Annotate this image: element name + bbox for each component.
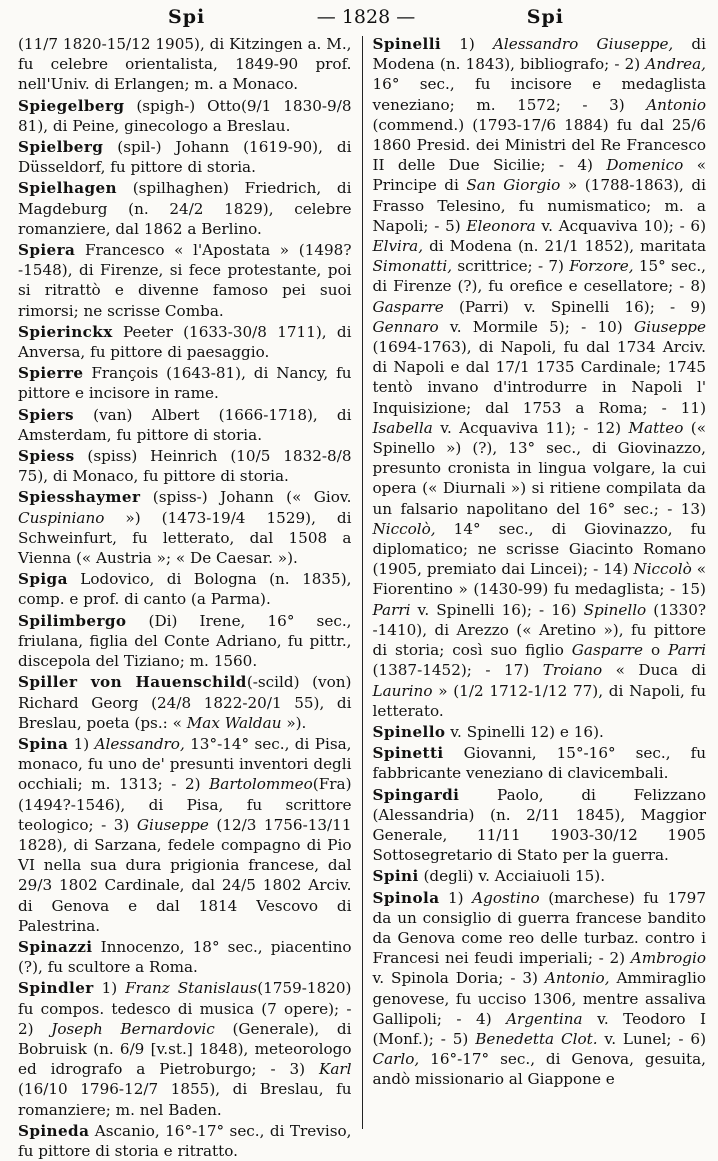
dictionary-entry — [18, 446, 352, 486]
header-right-headword: Spi — [526, 6, 564, 28]
entry-italic-text: Max Waldau — [186, 713, 282, 732]
entry-text: ») (1473-19/4 1529), di Schweinfurt, fu letterato, dal 1508 a Vienna (« Austria »; « De Caesar. »). — [18, 508, 352, 568]
entry-text: (16/10 1796-12/7 1855), di Breslau, fu romanziere; m. nel Baden. — [18, 1080, 352, 1119]
dictionary-entry — [373, 888, 707, 1090]
entry-text: (1694-1763), di Napoli, fu dal 1734 Arciv. di Napoli e dal 17/1 1735 Cardinale; 1745 tentò invano d'introdurre in Napoli l' Inquisizione; dal 1753 a Roma; - 11) — [372, 338, 706, 417]
entry-text: (Di) Irene, 16° sec., friulana, figlia del Conte Adriano, fu pittr., discepola del Tiziano; m. 1560. — [18, 611, 352, 671]
entry-text: 14° sec., di Giovinazzo, fu diplomatico; ne scrisse Giacinto Romano (1905, premiato dai Lincei); - 14) — [372, 519, 706, 579]
entry-headword: Spiegelberg — [18, 96, 125, 115]
entry-text: Giovanni, 15°-16° sec., fu fabbricante veneziano di clavicembali. — [372, 744, 706, 783]
dictionary-entry — [18, 240, 352, 321]
entry-italic-text: Antonio — [646, 95, 706, 114]
entry-text: 1) — [441, 35, 493, 53]
entry-text: 15° sec., di Firenze (?), fu orefice e cesellatore; - 8) — [372, 257, 706, 296]
text-columns — [18, 34, 707, 1160]
left-column — [18, 34, 362, 1160]
dictionary-entry — [18, 1121, 352, 1161]
entry-text: (spiss-) Johann (« Giov. — [140, 488, 352, 507]
entry-italic-text: Andrea, — [645, 55, 706, 74]
entry-headword: Spierinckx — [18, 322, 113, 341]
entry-text: o — [643, 641, 669, 660]
entry-text: « Principe di — [372, 156, 706, 195]
entry-text: 13°-14° sec., di Pisa, monaco, fu uno de' presunti inventori degli occhiali; m. 1313; - 2) — [18, 734, 352, 794]
entry-italic-text: Cuspiniano — [18, 508, 105, 527]
entry-text: v. Teodoro I (Monf.); - 5) — [372, 1009, 706, 1048]
entry-italic-text: Elvira, — [372, 237, 424, 256]
entry-italic-text: Laurino — [372, 681, 433, 700]
dictionary-entry — [373, 866, 707, 886]
entry-italic-text: Matteo — [628, 418, 684, 437]
entry-text: v. Acquaviva 11); - 12) — [432, 418, 629, 437]
entry-headword: Spinola — [372, 888, 440, 907]
entry-text: (1759-1820) fu compos. tedesco di musica (7 opere); - 2) — [18, 979, 352, 1038]
dictionary-entry — [18, 611, 352, 672]
entry-text: Paolo, di Felizzano (Alessandria) (n. 2/11 1845), Maggior Generale, 11/11 1903-30/12 1905 Sottosegretario di Stato per la guerra. — [372, 785, 706, 865]
entry-italic-text: Franz Stanislaus — [125, 979, 258, 998]
dictionary-entry — [18, 96, 352, 136]
entry-italic-text: Isabella — [372, 418, 433, 437]
entry-italic-text: Giuseppe — [634, 317, 706, 336]
dictionary-entry — [18, 34, 352, 95]
entry-italic-text: Agostino — [472, 888, 540, 907]
entry-headword: Spinazzi — [18, 937, 93, 956]
entry-headword: Spinelli — [372, 35, 442, 53]
entry-italic-text: Gasparre — [372, 297, 444, 316]
entry-text: Francesco « l'Apostata » (1498?-1548), di Firenze, si fece protestante, poi si ritrattò e divenne famoso pei suoi rimorsi; ne scrisse Comba. — [18, 241, 352, 320]
entry-text: v. Acquaviva 10); - 6) — [535, 216, 707, 235]
entry-text: (1387-1452); - 17) — [372, 661, 543, 680]
dictionary-entry — [18, 937, 352, 977]
entry-headword: Spiesshaymer — [18, 488, 141, 507]
entry-italic-text: Giuseppe — [136, 815, 209, 834]
entry-headword: Spingardi — [372, 785, 460, 804]
dictionary-entry — [18, 363, 352, 403]
entry-text: v. Spinelli 12) e 16). — [445, 722, 604, 741]
entry-text: (« Spinello ») (?), 13° sec., di Giovinazzo, presunto cronista in lingua volgare, la cui opera (« Diurnali ») si ritiene compilata da un falsario napolitano del 16° sec.; - 13) — [372, 418, 707, 518]
dictionary-entry — [18, 734, 352, 936]
dictionary-entry — [373, 34, 707, 721]
entry-text: « Duca di — [602, 661, 706, 680]
entry-text: di Modena (n. 1843), bibliografo; - 2) — [372, 35, 706, 74]
entry-text: (11/7 1820-15/12 1905), di Kitzingen a. M., fu celebre orientalista, 1849-90 prof. nell'Univ. di Erlangen; m. a Monaco. — [18, 35, 352, 94]
entry-text: (12/3 1756-13/11 1828), di Sarzana, fedele compagno di Pio VI nella sua dura prigionia francese, dal 29/3 1802 Cardinale, dal 24/5 1802 Arciv. di Genova e dal 1814 Vescovo di Palestrina. — [18, 815, 352, 935]
entry-headword: Spierre — [18, 364, 84, 383]
entry-text: (spiss) Heinrich (10/5 1832-8/8 75), di Monaco, fu pittore di storia. — [18, 447, 352, 486]
dictionary-entry — [373, 722, 707, 742]
entry-italic-text: Niccolò, — [372, 519, 436, 538]
entry-italic-text: San Giorgio — [466, 176, 561, 195]
entry-italic-text: Gasparre — [571, 641, 644, 660]
entry-text: (1330?-1410), di Arezzo (« Aretino »), fu pittore di storia; così suo figlio — [372, 600, 706, 660]
entry-headword: Spini — [372, 867, 419, 886]
dictionary-entry — [18, 322, 352, 362]
entry-text: »). — [281, 713, 307, 732]
entry-headword: Spineda — [18, 1121, 90, 1140]
entry-text: v. Spinelli 16); - 16) — [410, 600, 584, 619]
entry-italic-text: Forzore, — [569, 257, 634, 276]
entry-italic-text: Karl — [318, 1060, 352, 1079]
page-header — [18, 0, 706, 34]
dictionary-entry — [18, 978, 352, 1119]
header-left-headword: Spi — [168, 6, 206, 28]
entry-italic-text: Benedetta Clot. — [475, 1029, 598, 1048]
entry-text: (Parri) v. Spinelli 16); - 9) — [443, 297, 706, 316]
entry-headword: Spindler — [18, 979, 94, 998]
dictionary-entry — [18, 672, 352, 733]
entry-italic-text: Domenico — [606, 156, 684, 175]
entry-text: Peeter (1633-30/8 1711), di Anversa, fu pittore di paesaggio. — [18, 322, 352, 362]
entry-text: Ascanio, 16°-17° sec., di Treviso, fu pittore di storia e ritratto. — [18, 1121, 352, 1160]
entry-text: Ammiraglio genovese, fu ucciso 1306, mentre assaliva Gallipoli; - 4) — [372, 969, 706, 1028]
entry-text: di Modena (n. 21/1 1852), maritata — [423, 237, 706, 256]
entry-text: (commend.) (1793-17/6 1884) fu dal 25/6 1860 Presid. dei Ministri del Re Francesco II delle Due Sicilie; - 4) — [372, 115, 706, 175]
entry-italic-text: Alessandro Giuseppe, — [492, 35, 674, 53]
entry-text: 16° sec., fu incisore e medaglista veneziano; m. 1572; - 3) — [372, 75, 706, 114]
entry-text: (spil-) Johann (1619-90), di Düsseldorf, fu pittore di storia. — [18, 138, 352, 177]
page-number: — 1828 — — [316, 6, 416, 28]
entry-text: (spigh-) Otto(9/1 1830-9/8 81), di Peine, ginecologo a Breslau. — [18, 96, 352, 135]
entry-text: Lodovico, di Bologna (n. 1835), comp. e prof. di canto (a Parma). — [18, 570, 352, 609]
dictionary-entry — [373, 785, 707, 866]
entry-italic-text: Argentina — [506, 1009, 583, 1028]
entry-headword: Spinetti — [372, 744, 444, 763]
entry-text: (spilhaghen) Friedrich, di Magdeburg (n. 24/2 1829), celebre romanziere, dal 1862 a Berlino. — [18, 179, 352, 238]
dictionary-entry — [18, 569, 352, 609]
dictionary-entry — [18, 137, 352, 177]
entry-text: (van) Albert (1666-1718), di Amsterdam, fu pittore di storia. — [18, 405, 352, 444]
entry-italic-text: Alessandro, — [94, 734, 185, 753]
entry-text: v. Lunel; - 6) — [597, 1029, 706, 1048]
entry-text: » (1/2 1712-1/12 77), di Napoli, fu letterato. — [372, 681, 706, 720]
entry-text: 1) — [93, 979, 126, 998]
entry-italic-text: Troiano — [542, 661, 603, 680]
entry-italic-text: Parri — [668, 641, 706, 660]
entry-text: 1) — [439, 888, 473, 907]
entry-headword: Spiers — [18, 405, 74, 424]
entry-text: Innocenzo, 18° sec., piacentino (?), fu scultore a Roma. — [18, 937, 352, 977]
entry-text: François (1643-81), di Nancy, fu pittore e incisore in rame. — [18, 364, 352, 403]
right-column — [363, 34, 707, 1129]
entry-text: (degli) v. Acciaiuoli 15). — [418, 867, 606, 886]
entry-headword: Spina — [18, 734, 69, 753]
dictionary-entry — [373, 743, 707, 783]
entry-text: » (1788-1863), di Frasso Telesino, fu numismatico; m. a Napoli; - 5) — [372, 176, 706, 235]
entry-text: (marchese) fu 1797 da un consiglio di guerra francese bandito da Genova come reo delle turbaz. contro i Francesi nei feudi imperiali; - 2) — [372, 888, 706, 968]
entry-text: (Generale), di Bobruisk (n. 6/9 [v.st.] 1848), meteorologo ed idrografo a Pietroburgo; - 3) — [18, 1019, 352, 1079]
entry-italic-text: Spinello — [583, 600, 647, 619]
dictionary-entry — [18, 178, 352, 239]
entry-italic-text: Eleonora — [466, 216, 536, 235]
entry-headword: Spielberg — [18, 138, 104, 157]
entry-italic-text: Niccolò — [633, 560, 692, 579]
entry-text: v. Spinola Doria; - 3) — [372, 969, 545, 988]
entry-headword: Spiller von Hauenschild — [18, 673, 247, 692]
entry-italic-text: Parri — [372, 600, 411, 619]
entry-italic-text: Bartolommeo — [209, 775, 313, 794]
entry-text: 16°-17° sec., di Genova, gesuita, andò missionario al Giappone e — [372, 1050, 706, 1089]
entry-headword: Spielhagen — [18, 179, 117, 198]
entry-italic-text: Ambrogio — [630, 949, 706, 968]
entry-italic-text: Joseph Bernardovic — [51, 1019, 215, 1038]
dictionary-entry — [18, 405, 352, 445]
entry-headword: Spiera — [18, 241, 76, 260]
entry-headword: Spinello — [372, 722, 446, 741]
dictionary-entry — [18, 487, 352, 568]
entry-italic-text: Carlo, — [372, 1050, 420, 1069]
entry-text: scrittrice; - 7) — [452, 257, 570, 276]
entry-italic-text: Gennaro — [372, 317, 439, 336]
entry-text: (Fra)(1494?-1546), di Pisa, fu scrittore teologico; - 3) — [18, 775, 352, 834]
entry-text: 1) — [68, 734, 95, 753]
entry-text: (-scild) (von) Richard Georg (24/8 1822-20/1 55), di Breslau, poeta (ps.: « — [18, 673, 352, 732]
entry-headword: Spiess — [18, 447, 75, 466]
entry-italic-text: Simonatti, — [372, 257, 453, 276]
entry-headword: Spilimbergo — [18, 611, 127, 630]
entry-headword: Spiga — [18, 570, 68, 589]
entry-text: v. Mormile 5); - 10) — [438, 317, 634, 336]
entry-italic-text: Antonio, — [544, 969, 610, 988]
entry-text: « Fiorentino » (1430-99) fu medaglista; - 15) — [372, 560, 706, 599]
